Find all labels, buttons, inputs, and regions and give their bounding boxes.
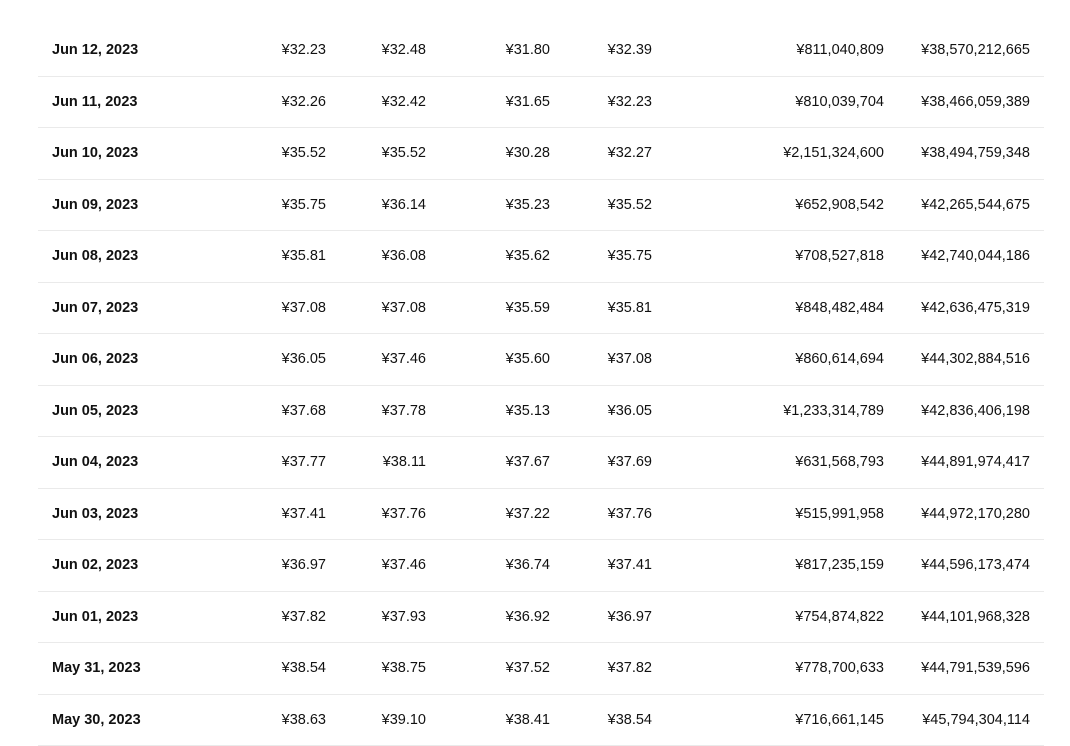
row-high-price: ¥37.46 bbox=[382, 334, 426, 385]
row-low-price: ¥35.59 bbox=[506, 283, 550, 334]
row-market-cap: ¥44,891,974,417 bbox=[921, 437, 1030, 488]
row-date: Jun 10, 2023 bbox=[52, 128, 138, 179]
row-open-price: ¥36.97 bbox=[282, 540, 326, 591]
row-low-price: ¥35.23 bbox=[506, 180, 550, 231]
row-low-price: ¥36.92 bbox=[506, 592, 550, 643]
row-close-price: ¥32.39 bbox=[608, 25, 652, 76]
row-high-price: ¥35.52 bbox=[382, 128, 426, 179]
row-market-cap: ¥45,794,304,114 bbox=[922, 695, 1030, 746]
table-row bbox=[38, 695, 1044, 746]
row-low-price: ¥37.67 bbox=[506, 437, 550, 488]
table-row bbox=[38, 77, 1044, 129]
row-market-cap: ¥44,596,173,474 bbox=[921, 540, 1030, 591]
row-volume: ¥515,991,958 bbox=[795, 489, 884, 540]
row-low-price: ¥30.28 bbox=[506, 128, 550, 179]
row-volume: ¥1,233,314,789 bbox=[783, 386, 884, 437]
row-date: Jun 04, 2023 bbox=[52, 437, 138, 488]
row-volume: ¥817,235,159 bbox=[795, 540, 884, 591]
row-close-price: ¥32.23 bbox=[608, 77, 652, 128]
row-close-price: ¥35.81 bbox=[608, 283, 652, 334]
row-date: Jun 11, 2023 bbox=[52, 77, 137, 128]
row-high-price: ¥37.46 bbox=[382, 540, 426, 591]
row-volume: ¥652,908,542 bbox=[795, 180, 884, 231]
row-market-cap: ¥44,101,968,328 bbox=[921, 592, 1030, 643]
row-low-price: ¥36.74 bbox=[506, 540, 550, 591]
row-high-price: ¥39.10 bbox=[382, 695, 426, 746]
row-date: Jun 12, 2023 bbox=[52, 25, 138, 76]
row-low-price: ¥37.52 bbox=[506, 643, 550, 694]
row-market-cap: ¥44,972,170,280 bbox=[921, 489, 1030, 540]
row-open-price: ¥38.63 bbox=[282, 695, 326, 746]
row-high-price: ¥37.93 bbox=[382, 592, 426, 643]
row-date: Jun 01, 2023 bbox=[52, 592, 138, 643]
row-close-price: ¥37.69 bbox=[608, 437, 652, 488]
row-high-price: ¥38.11 bbox=[383, 437, 426, 488]
row-date: Jun 09, 2023 bbox=[52, 180, 138, 231]
table-row bbox=[38, 128, 1044, 180]
row-low-price: ¥31.80 bbox=[506, 25, 550, 76]
table-row bbox=[38, 386, 1044, 438]
row-close-price: ¥35.52 bbox=[608, 180, 652, 231]
row-open-price: ¥36.05 bbox=[282, 334, 326, 385]
row-volume: ¥860,614,694 bbox=[795, 334, 884, 385]
row-date: Jun 05, 2023 bbox=[52, 386, 138, 437]
row-low-price: ¥38.41 bbox=[506, 695, 550, 746]
row-close-price: ¥37.76 bbox=[608, 489, 652, 540]
table-row bbox=[38, 643, 1044, 695]
row-market-cap: ¥38,466,059,389 bbox=[921, 77, 1030, 128]
row-open-price: ¥37.08 bbox=[282, 283, 326, 334]
row-date: Jun 08, 2023 bbox=[52, 231, 138, 282]
row-high-price: ¥38.75 bbox=[382, 643, 426, 694]
table-row bbox=[38, 25, 1044, 77]
row-date: May 31, 2023 bbox=[52, 643, 141, 694]
row-close-price: ¥32.27 bbox=[608, 128, 652, 179]
row-market-cap: ¥42,265,544,675 bbox=[921, 180, 1030, 231]
row-open-price: ¥35.75 bbox=[282, 180, 326, 231]
row-market-cap: ¥42,636,475,319 bbox=[921, 283, 1030, 334]
price-history-table bbox=[38, 25, 1044, 746]
row-volume: ¥754,874,822 bbox=[795, 592, 884, 643]
row-volume: ¥810,039,704 bbox=[795, 77, 884, 128]
row-volume: ¥778,700,633 bbox=[795, 643, 884, 694]
row-open-price: ¥37.68 bbox=[282, 386, 326, 437]
table-row bbox=[38, 180, 1044, 232]
row-high-price: ¥37.08 bbox=[382, 283, 426, 334]
row-high-price: ¥37.78 bbox=[382, 386, 426, 437]
row-volume: ¥631,568,793 bbox=[795, 437, 884, 488]
row-date: Jun 06, 2023 bbox=[52, 334, 138, 385]
row-close-price: ¥36.97 bbox=[608, 592, 652, 643]
row-volume: ¥708,527,818 bbox=[795, 231, 884, 282]
row-high-price: ¥36.08 bbox=[382, 231, 426, 282]
row-low-price: ¥31.65 bbox=[506, 77, 550, 128]
table-row bbox=[38, 489, 1044, 541]
row-open-price: ¥37.41 bbox=[282, 489, 326, 540]
row-market-cap: ¥44,302,884,516 bbox=[921, 334, 1030, 385]
row-close-price: ¥37.41 bbox=[608, 540, 652, 591]
row-volume: ¥848,482,484 bbox=[795, 283, 884, 334]
row-open-price: ¥32.23 bbox=[282, 25, 326, 76]
row-low-price: ¥35.13 bbox=[506, 386, 550, 437]
row-market-cap: ¥44,791,539,596 bbox=[921, 643, 1030, 694]
table-row bbox=[38, 592, 1044, 644]
row-date: Jun 02, 2023 bbox=[52, 540, 138, 591]
table-row bbox=[38, 283, 1044, 335]
row-date: Jun 03, 2023 bbox=[52, 489, 138, 540]
row-close-price: ¥36.05 bbox=[608, 386, 652, 437]
row-market-cap: ¥42,836,406,198 bbox=[921, 386, 1030, 437]
table-row bbox=[38, 540, 1044, 592]
table-row bbox=[38, 334, 1044, 386]
row-open-price: ¥32.26 bbox=[282, 77, 326, 128]
row-market-cap: ¥38,570,212,665 bbox=[921, 25, 1030, 76]
row-open-price: ¥35.52 bbox=[282, 128, 326, 179]
row-volume: ¥716,661,145 bbox=[795, 695, 884, 746]
row-volume: ¥811,040,809 bbox=[796, 25, 884, 76]
row-open-price: ¥35.81 bbox=[282, 231, 326, 282]
row-market-cap: ¥38,494,759,348 bbox=[921, 128, 1030, 179]
row-low-price: ¥35.62 bbox=[506, 231, 550, 282]
table-row bbox=[38, 437, 1044, 489]
row-low-price: ¥35.60 bbox=[506, 334, 550, 385]
row-high-price: ¥32.42 bbox=[382, 77, 426, 128]
row-high-price: ¥32.48 bbox=[382, 25, 426, 76]
row-open-price: ¥37.82 bbox=[282, 592, 326, 643]
row-market-cap: ¥42,740,044,186 bbox=[921, 231, 1030, 282]
row-open-price: ¥37.77 bbox=[282, 437, 326, 488]
row-close-price: ¥35.75 bbox=[608, 231, 652, 282]
row-high-price: ¥36.14 bbox=[382, 180, 426, 231]
row-close-price: ¥38.54 bbox=[608, 695, 652, 746]
row-date: Jun 07, 2023 bbox=[52, 283, 138, 334]
row-date: May 30, 2023 bbox=[52, 695, 141, 746]
row-volume: ¥2,151,324,600 bbox=[783, 128, 884, 179]
table-row bbox=[38, 231, 1044, 283]
row-low-price: ¥37.22 bbox=[506, 489, 550, 540]
row-high-price: ¥37.76 bbox=[382, 489, 426, 540]
row-close-price: ¥37.08 bbox=[608, 334, 652, 385]
row-open-price: ¥38.54 bbox=[282, 643, 326, 694]
row-close-price: ¥37.82 bbox=[608, 643, 652, 694]
